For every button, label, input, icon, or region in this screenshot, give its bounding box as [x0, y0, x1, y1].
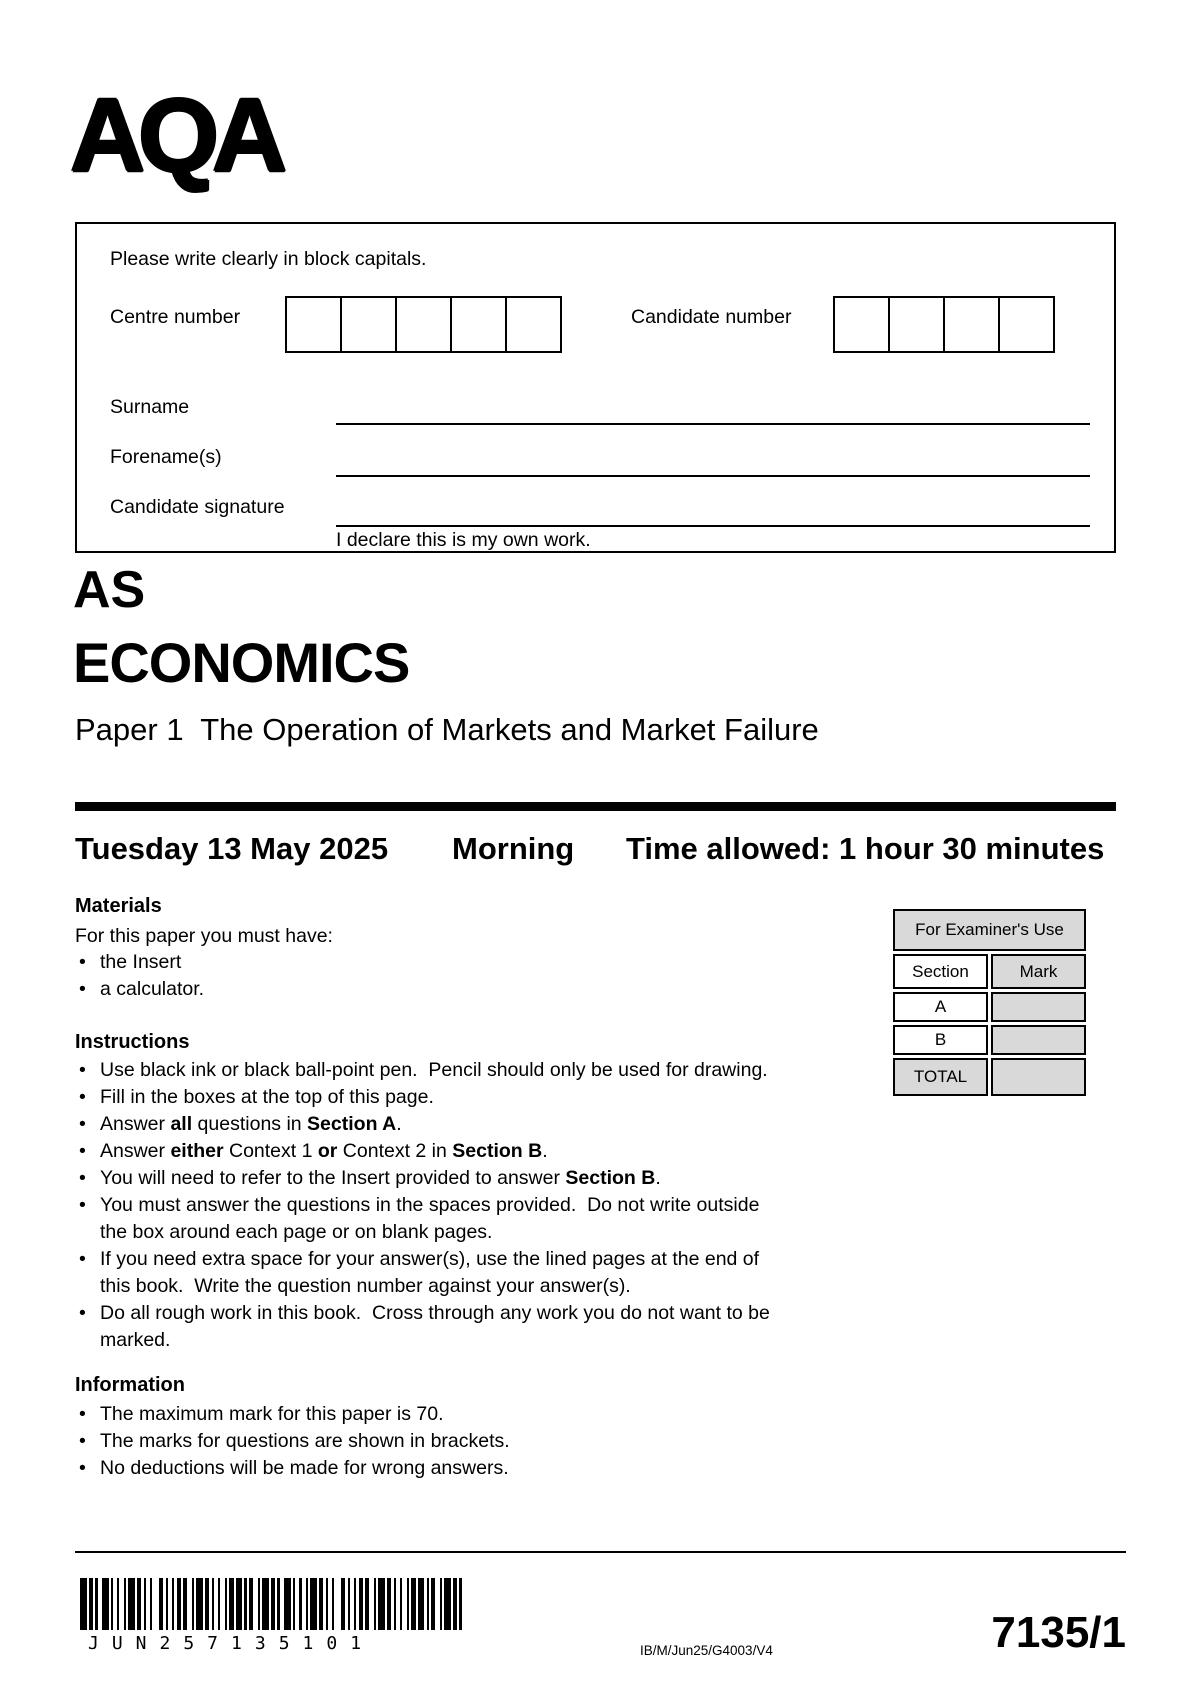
list-item	[75, 976, 845, 1003]
list-item-text: The marks for questions are shown in brackets.	[100, 1430, 510, 1452]
page-bottom-rule	[75, 1551, 1126, 1553]
entry-box[interactable]	[285, 296, 342, 353]
list-item	[75, 1138, 865, 1165]
qualification-title: AS	[73, 561, 146, 619]
declaration-text: I declare this is my own work.	[336, 529, 591, 551]
section-a-label: A	[893, 992, 988, 1022]
entry-box[interactable]	[450, 296, 507, 353]
block-capitals-instruction: Please write clearly in block capitals.	[110, 248, 427, 270]
centre-number-label: Centre number	[110, 306, 241, 328]
surname-label: Surname	[110, 396, 190, 418]
list-item-text: the Insert	[100, 951, 182, 973]
candidate-number-label: Candidate number	[631, 306, 792, 328]
list-item	[75, 1428, 865, 1455]
examiner-row-b	[893, 1025, 1086, 1055]
bullet-glyph: •	[79, 1302, 86, 1324]
list-item-text: If you need extra space for your answer(s), use the lined pages at the end of this book. Write the question number against your answer(s).	[100, 1248, 760, 1297]
bullet-glyph: •	[79, 1194, 86, 1216]
bullet-glyph: •	[79, 951, 86, 973]
candidate-details-box	[75, 222, 1116, 553]
total-label: TOTAL	[893, 1058, 988, 1096]
exam-date: Tuesday 13 May 2025	[75, 831, 389, 866]
barcode-bars	[80, 1578, 466, 1630]
list-item-text: a calculator.	[100, 977, 205, 1000]
forenames-label: Forename(s)	[110, 446, 222, 468]
list-item-text: You will need to refer to the Insert provided to answer Section B.	[100, 1167, 661, 1189]
examiner-use-table	[890, 906, 1089, 1099]
list-item	[75, 949, 845, 976]
list-item	[75, 1084, 865, 1111]
title-divider-rule	[75, 802, 1116, 811]
entry-box[interactable]	[340, 296, 397, 353]
bullet-glyph: •	[79, 1059, 86, 1081]
bullet-glyph: •	[79, 1167, 86, 1189]
entry-box[interactable]	[505, 296, 562, 353]
entry-box[interactable]	[888, 296, 945, 353]
signature-label: Candidate signature	[110, 496, 285, 518]
bullet-glyph: •	[79, 1086, 86, 1108]
list-item	[75, 1192, 865, 1246]
list-item	[75, 1401, 865, 1428]
surname-write-line[interactable]	[336, 423, 1090, 425]
exam-time-of-day: Morning	[452, 831, 575, 866]
list-item-text: Answer all questions in Section A.	[100, 1113, 402, 1135]
list-item	[75, 1246, 865, 1300]
list-item-text: Do all rough work in this book. Cross through any work you do not want to be marked.	[100, 1302, 770, 1351]
list-item	[75, 1111, 865, 1138]
list-item	[75, 1300, 865, 1354]
signature-write-line[interactable]	[336, 525, 1090, 527]
entry-box[interactable]	[833, 296, 890, 353]
list-item-text: Fill in the boxes at the top of this page.	[100, 1086, 434, 1108]
paper-code: 7135/1	[991, 1608, 1126, 1657]
materials-intro: For this paper you must have:	[75, 925, 333, 947]
materials-heading: Materials	[75, 895, 162, 917]
examiner-row-a	[893, 992, 1086, 1022]
barcode	[80, 1578, 466, 1654]
forenames-write-line[interactable]	[336, 475, 1090, 477]
barcode-text: JUN257135101	[88, 1633, 375, 1654]
list-item	[75, 1455, 865, 1482]
bullet-glyph: •	[79, 1457, 86, 1479]
total-mark-cell[interactable]	[991, 1058, 1086, 1096]
instructions-heading: Instructions	[75, 1031, 190, 1053]
entry-box[interactable]	[943, 296, 1000, 353]
bullet-glyph: •	[79, 1430, 86, 1452]
subject-title: ECONOMICS	[73, 631, 410, 694]
instructions-list	[75, 1057, 865, 1354]
paper-title: Paper 1 The Operation of Markets and Market Failure	[75, 712, 819, 747]
entry-box[interactable]	[395, 296, 452, 353]
information-heading: Information	[75, 1374, 185, 1396]
examiner-row-total	[893, 1058, 1086, 1096]
bullet-glyph: •	[79, 1140, 86, 1162]
bullet-glyph: •	[79, 977, 86, 1000]
document-reference-code: IB/M/Jun25/G4003/V4	[640, 1643, 773, 1658]
section-a-mark-cell[interactable]	[991, 992, 1086, 1022]
bullet-glyph: •	[79, 1403, 86, 1425]
list-item-text: You must answer the questions in the spaces provided. Do not write outside the box around each page or on blank pages.	[100, 1194, 760, 1243]
candidate-number-boxes[interactable]	[833, 296, 1055, 353]
list-item-text: No deductions will be made for wrong answers.	[100, 1457, 509, 1479]
bullet-glyph: •	[79, 1113, 86, 1135]
examiner-col-mark: Mark	[991, 954, 1086, 989]
materials-list	[75, 949, 845, 1002]
information-list	[75, 1401, 865, 1482]
section-b-mark-cell[interactable]	[991, 1025, 1086, 1055]
list-item-text: Answer either Context 1 or Context 2 in Section B.	[100, 1140, 548, 1162]
list-item	[75, 1057, 865, 1084]
entry-box[interactable]	[998, 296, 1055, 353]
list-item-text: The maximum mark for this paper is 70.	[100, 1403, 444, 1425]
aqa-logo: AQA	[70, 78, 281, 194]
examiner-table-title: For Examiner's Use	[893, 909, 1086, 951]
time-allowed: Time allowed: 1 hour 30 minutes	[626, 831, 1105, 866]
examiner-col-section: Section	[893, 954, 988, 989]
centre-number-boxes[interactable]	[285, 296, 562, 353]
section-b-label: B	[893, 1025, 988, 1055]
list-item	[75, 1165, 865, 1192]
bullet-glyph: •	[79, 1248, 86, 1270]
list-item-text: Use black ink or black ball-point pen. Pencil should only be used for drawing.	[100, 1059, 768, 1081]
